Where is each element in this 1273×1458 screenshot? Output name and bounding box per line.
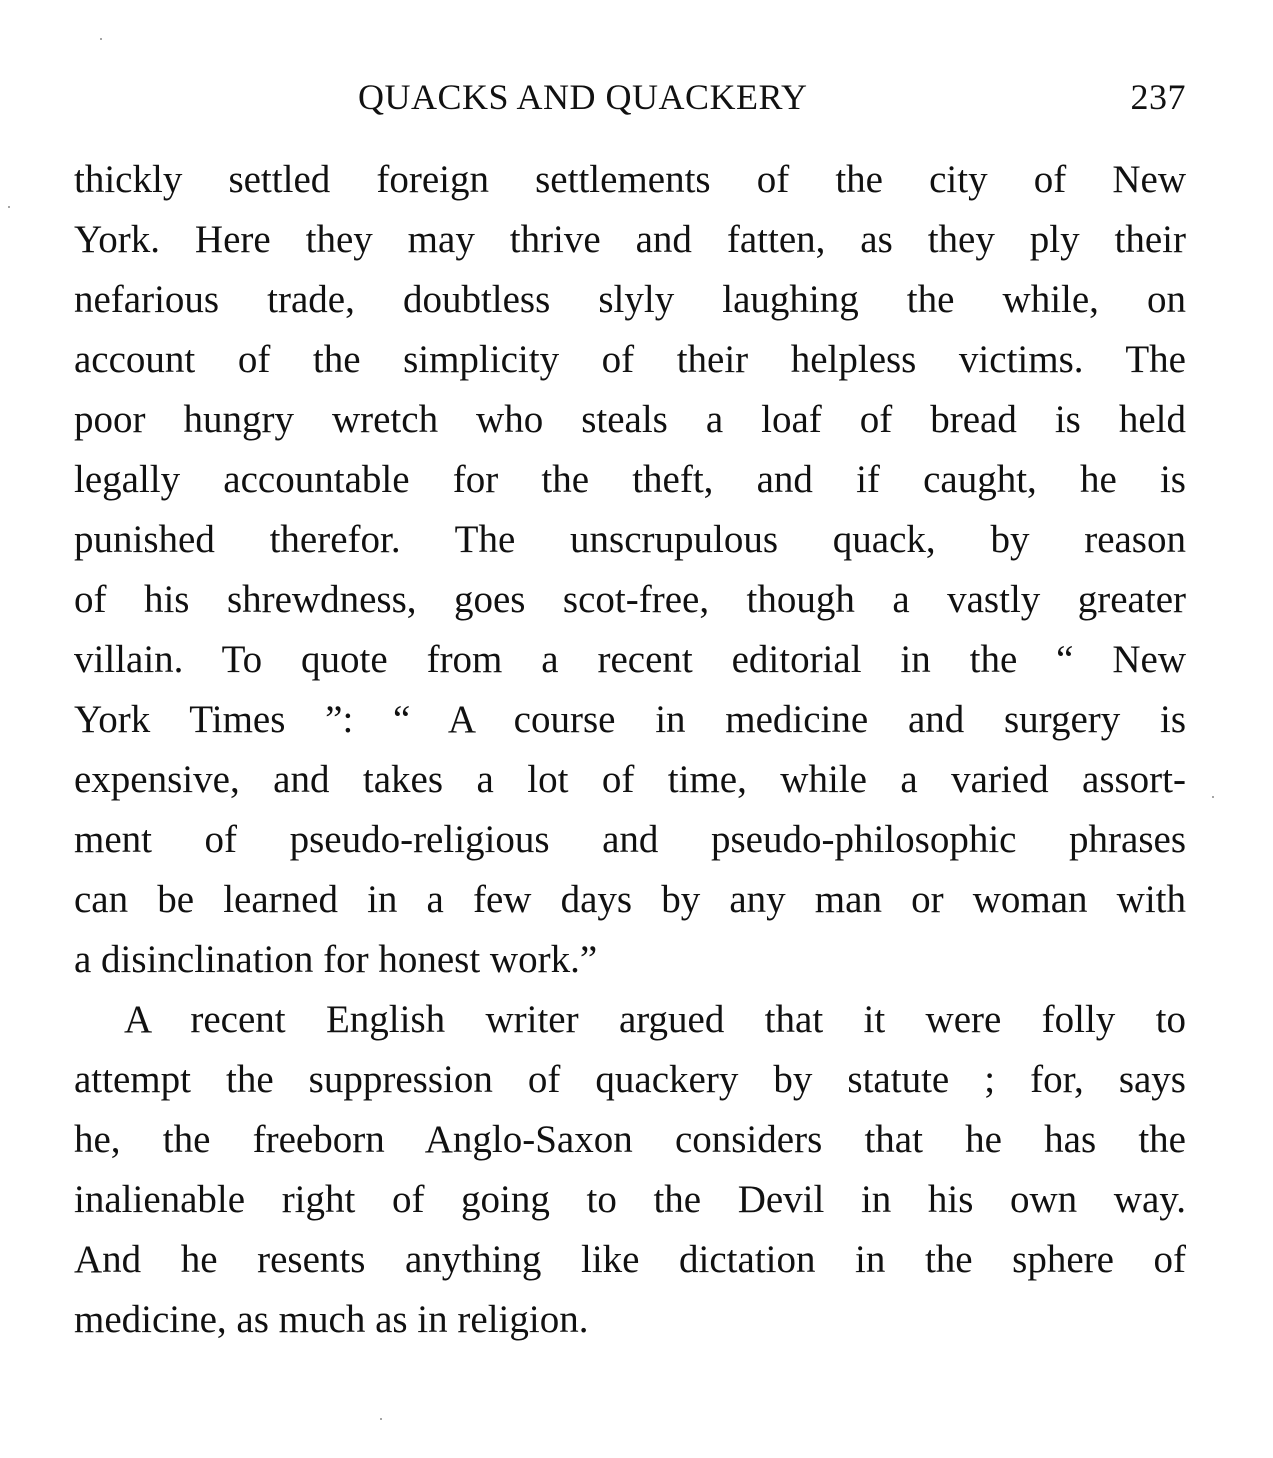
text-line: attempt the suppression of quackery by statute ; for, says <box>74 1058 1186 1101</box>
text-line: thickly settled foreign settlements of the city of New <box>74 158 1186 201</box>
text-line: expensive, and takes a lot of time, while a varied assort- <box>74 758 1186 801</box>
text-line: of his shrewdness, goes scot-free, though a vastly greater <box>74 578 1186 621</box>
text-line: York. Here they may thrive and fatten, as they ply their <box>74 218 1186 261</box>
text-line: poor hungry wretch who steals a loaf of bread is held <box>74 398 1186 441</box>
text-line: And he resents anything like dictation in the sphere of <box>74 1238 1186 1281</box>
running-head <box>74 76 1186 126</box>
running-title: QUACKS AND QUACKERY <box>358 77 808 117</box>
scan-speck <box>8 206 10 208</box>
scan-speck <box>1212 796 1214 798</box>
text-line: nefarious trade, doubtless slyly laughing the while, on <box>74 278 1186 321</box>
text-line: inalienable right of going to the Devil in his own way. <box>74 1178 1186 1221</box>
text-line: a disinclination for honest work.” <box>74 938 598 981</box>
page-number: 237 <box>1130 77 1186 117</box>
text-line: account of the simplicity of their helpless victims. The <box>74 338 1186 381</box>
text-line: he, the freeborn Anglo-Saxon considers that he has the <box>74 1118 1186 1161</box>
scan-speck <box>100 38 102 40</box>
text-line: can be learned in a few days by any man or woman with <box>74 878 1186 921</box>
paragraph-1 <box>74 150 1186 990</box>
text-line: punished therefor. The unscrupulous quack, by reason <box>74 518 1186 561</box>
text-line: villain. To quote from a recent editorial in the “ New <box>74 638 1186 681</box>
body-text <box>74 150 1186 1350</box>
text-line: legally accountable for the theft, and if caught, he is <box>74 458 1186 501</box>
scan-speck <box>380 1418 382 1420</box>
paragraph-2 <box>74 990 1186 1350</box>
text-line: ment of pseudo-religious and pseudo-philosophic phrases <box>74 818 1186 861</box>
text-line: York Times ”: “ A course in medicine and surgery is <box>74 698 1186 741</box>
text-line: medicine, as much as in religion. <box>74 1298 589 1341</box>
text-line: A recent English writer argued that it were folly to <box>124 998 1186 1041</box>
